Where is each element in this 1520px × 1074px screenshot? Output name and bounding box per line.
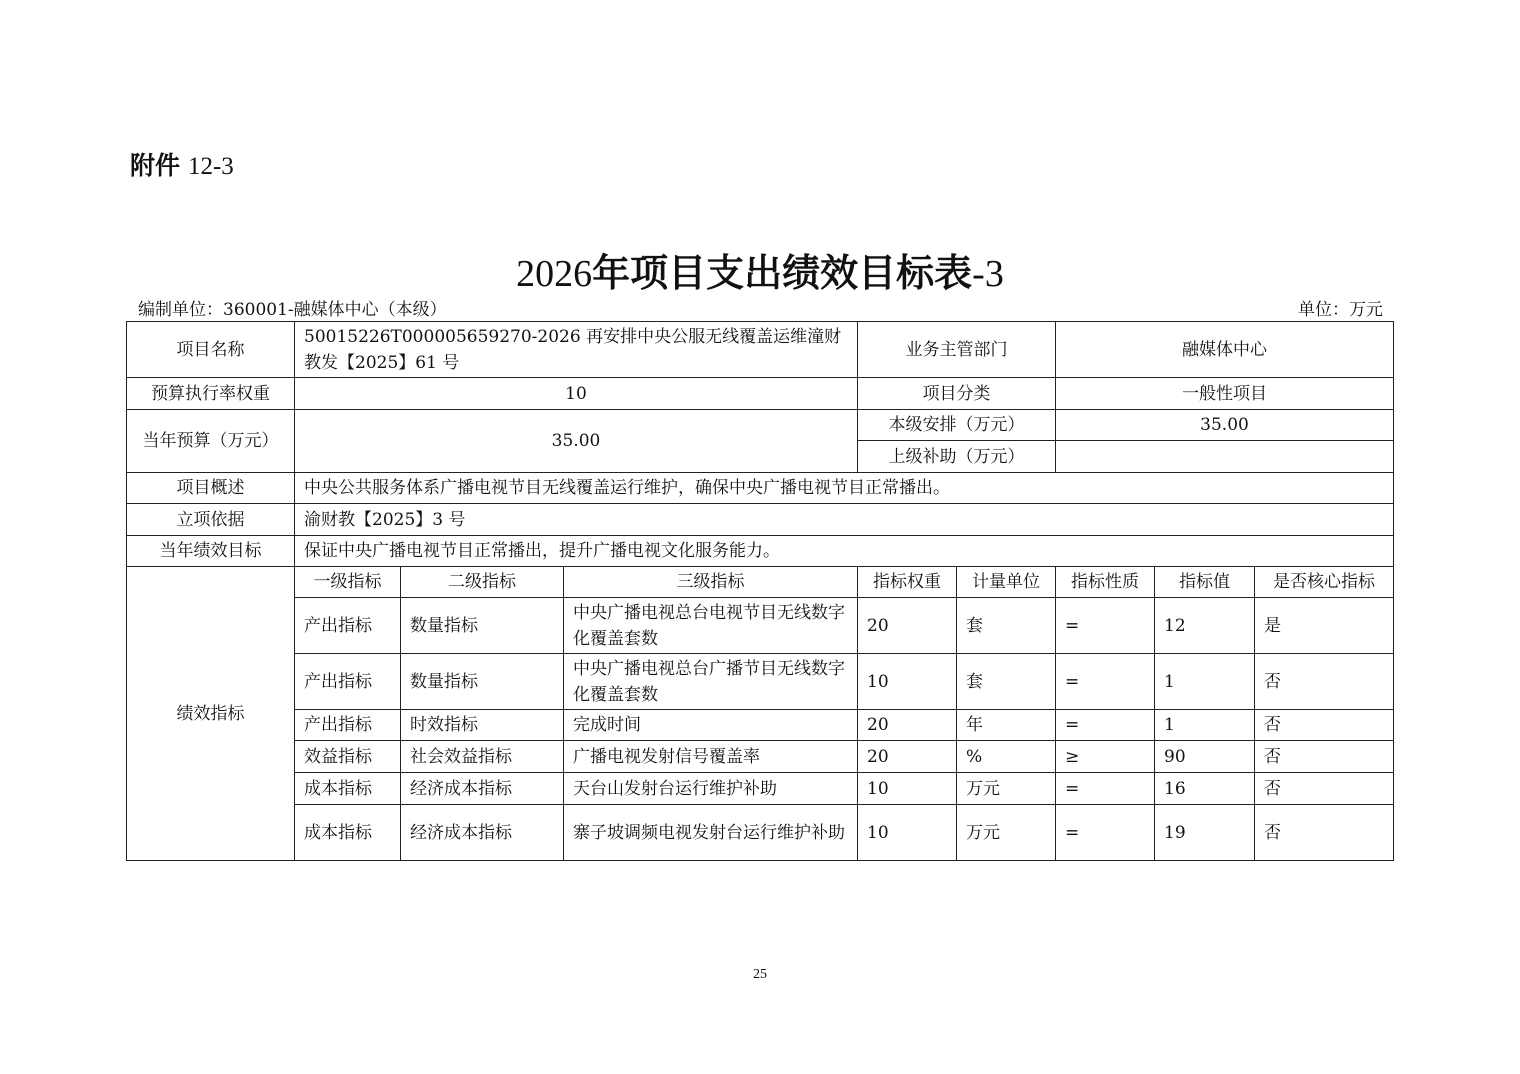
cell-core: 否: [1255, 710, 1394, 741]
cell-core: 是: [1255, 598, 1394, 654]
cell-level3: 天台山发射台运行维护补助: [564, 773, 858, 805]
page-title: [0, 242, 1520, 297]
cell-weight: 10: [858, 654, 957, 710]
goal-value: 保证中央广播电视节目正常播出，提升广播电视文化服务能力。: [295, 536, 1394, 567]
cell-level2: 经济成本指标: [401, 773, 564, 805]
cell-core: 否: [1255, 741, 1394, 773]
overview-label: 项目概述: [127, 473, 295, 504]
cell-level2: 时效指标: [401, 710, 564, 741]
cell-level1: 产出指标: [295, 654, 401, 710]
dept-value: 融媒体中心: [1056, 322, 1394, 378]
cell-level1: 成本指标: [295, 805, 401, 861]
table-row: [127, 710, 1394, 741]
table-row: [127, 654, 1394, 710]
project-name-value: 50015226T000005659270-2026 再安排中央公服无线覆盖运维潼财教发【2025】61 号: [295, 322, 858, 378]
cell-weight: 10: [858, 805, 957, 861]
header-cell: 三级指标: [564, 567, 858, 598]
title-suffix: -3: [972, 253, 1004, 295]
category-label: 项目分类: [858, 378, 1056, 410]
category-value: 一般性项目: [1056, 378, 1394, 410]
upper-label: 上级补助（万元）: [858, 441, 1056, 473]
cell-weight: 20: [858, 710, 957, 741]
attachment-prefix: 附件: [130, 151, 181, 180]
cell-nature: =: [1056, 805, 1155, 861]
title-year: 2026: [516, 253, 593, 295]
cell-level2: 数量指标: [401, 598, 564, 654]
cell-value: 16: [1155, 773, 1255, 805]
cell-unit: 年: [957, 710, 1056, 741]
local-label: 本级安排（万元）: [858, 410, 1056, 441]
table-row: [127, 773, 1394, 805]
cell-level3: 中央广播电视总台广播节目无线数字化覆盖套数: [564, 654, 858, 710]
cell-value: 1: [1155, 654, 1255, 710]
cell-nature: =: [1056, 598, 1155, 654]
money-unit: 单位：万元: [1298, 300, 1383, 320]
cell-level3: 寨子坡调频电视发射台运行维护补助: [564, 805, 858, 861]
cell-nature: =: [1056, 710, 1155, 741]
indicators-label: 绩效指标: [127, 567, 295, 861]
cell-level3: 完成时间: [564, 710, 858, 741]
title-main: 年项目支出绩效目标表: [592, 251, 973, 295]
attachment-label: [130, 146, 234, 182]
cell-level1: 成本指标: [295, 773, 401, 805]
cell-nature: =: [1056, 654, 1155, 710]
cell-unit: 万元: [957, 773, 1056, 805]
header-cell: 二级指标: [401, 567, 564, 598]
cell-level1: 产出指标: [295, 710, 401, 741]
header-cell: 计量单位: [957, 567, 1056, 598]
table-row: [127, 805, 1394, 861]
overview-value: 中央公共服务体系广播电视节目无线覆盖运行维护，确保中央广播电视节目正常播出。: [295, 473, 1394, 504]
goal-label: 当年绩效目标: [127, 536, 295, 567]
header-cell: 一级指标: [295, 567, 401, 598]
cell-level2: 数量指标: [401, 654, 564, 710]
cell-value: 12: [1155, 598, 1255, 654]
header-cell: 指标值: [1155, 567, 1255, 598]
cell-value: 19: [1155, 805, 1255, 861]
page-number: 25: [753, 967, 767, 982]
header-cell: 是否核心指标: [1255, 567, 1394, 598]
dept-label: 业务主管部门: [858, 322, 1056, 378]
weight-label: 预算执行率权重: [127, 378, 295, 410]
cell-unit: %: [957, 741, 1056, 773]
table-row: [127, 598, 1394, 654]
cell-level3: 广播电视发射信号覆盖率: [564, 741, 858, 773]
compiling-unit: 编制单位：360001-融媒体中心（本级）: [138, 300, 447, 320]
header-cell: 指标性质: [1056, 567, 1155, 598]
cell-weight: 20: [858, 741, 957, 773]
project-name-label: 项目名称: [127, 322, 295, 378]
cell-nature: ≥: [1056, 741, 1155, 773]
cell-level1: 效益指标: [295, 741, 401, 773]
upper-value: [1056, 441, 1394, 473]
cell-unit: 万元: [957, 805, 1056, 861]
attachment-number: 12-3: [187, 153, 234, 180]
cell-level1: 产出指标: [295, 598, 401, 654]
header-cell: 指标权重: [858, 567, 957, 598]
budget-label: 当年预算（万元）: [127, 410, 295, 473]
budget-value: 35.00: [295, 410, 858, 473]
cell-core: 否: [1255, 773, 1394, 805]
cell-unit: 套: [957, 598, 1056, 654]
cell-weight: 10: [858, 773, 957, 805]
cell-nature: =: [1056, 773, 1155, 805]
table-row: [127, 741, 1394, 773]
performance-table: [126, 321, 1394, 861]
cell-core: 否: [1255, 805, 1394, 861]
cell-level3: 中央广播电视总台电视节目无线数字化覆盖套数: [564, 598, 858, 654]
cell-core: 否: [1255, 654, 1394, 710]
cell-level2: 经济成本指标: [401, 805, 564, 861]
local-value: 35.00: [1056, 410, 1394, 441]
basis-value: 渝财教【2025】3 号: [295, 504, 1394, 536]
cell-level2: 社会效益指标: [401, 741, 564, 773]
basis-label: 立项依据: [127, 504, 295, 536]
weight-value: 10: [295, 378, 858, 410]
cell-value: 1: [1155, 710, 1255, 741]
cell-value: 90: [1155, 741, 1255, 773]
cell-unit: 套: [957, 654, 1056, 710]
cell-weight: 20: [858, 598, 957, 654]
